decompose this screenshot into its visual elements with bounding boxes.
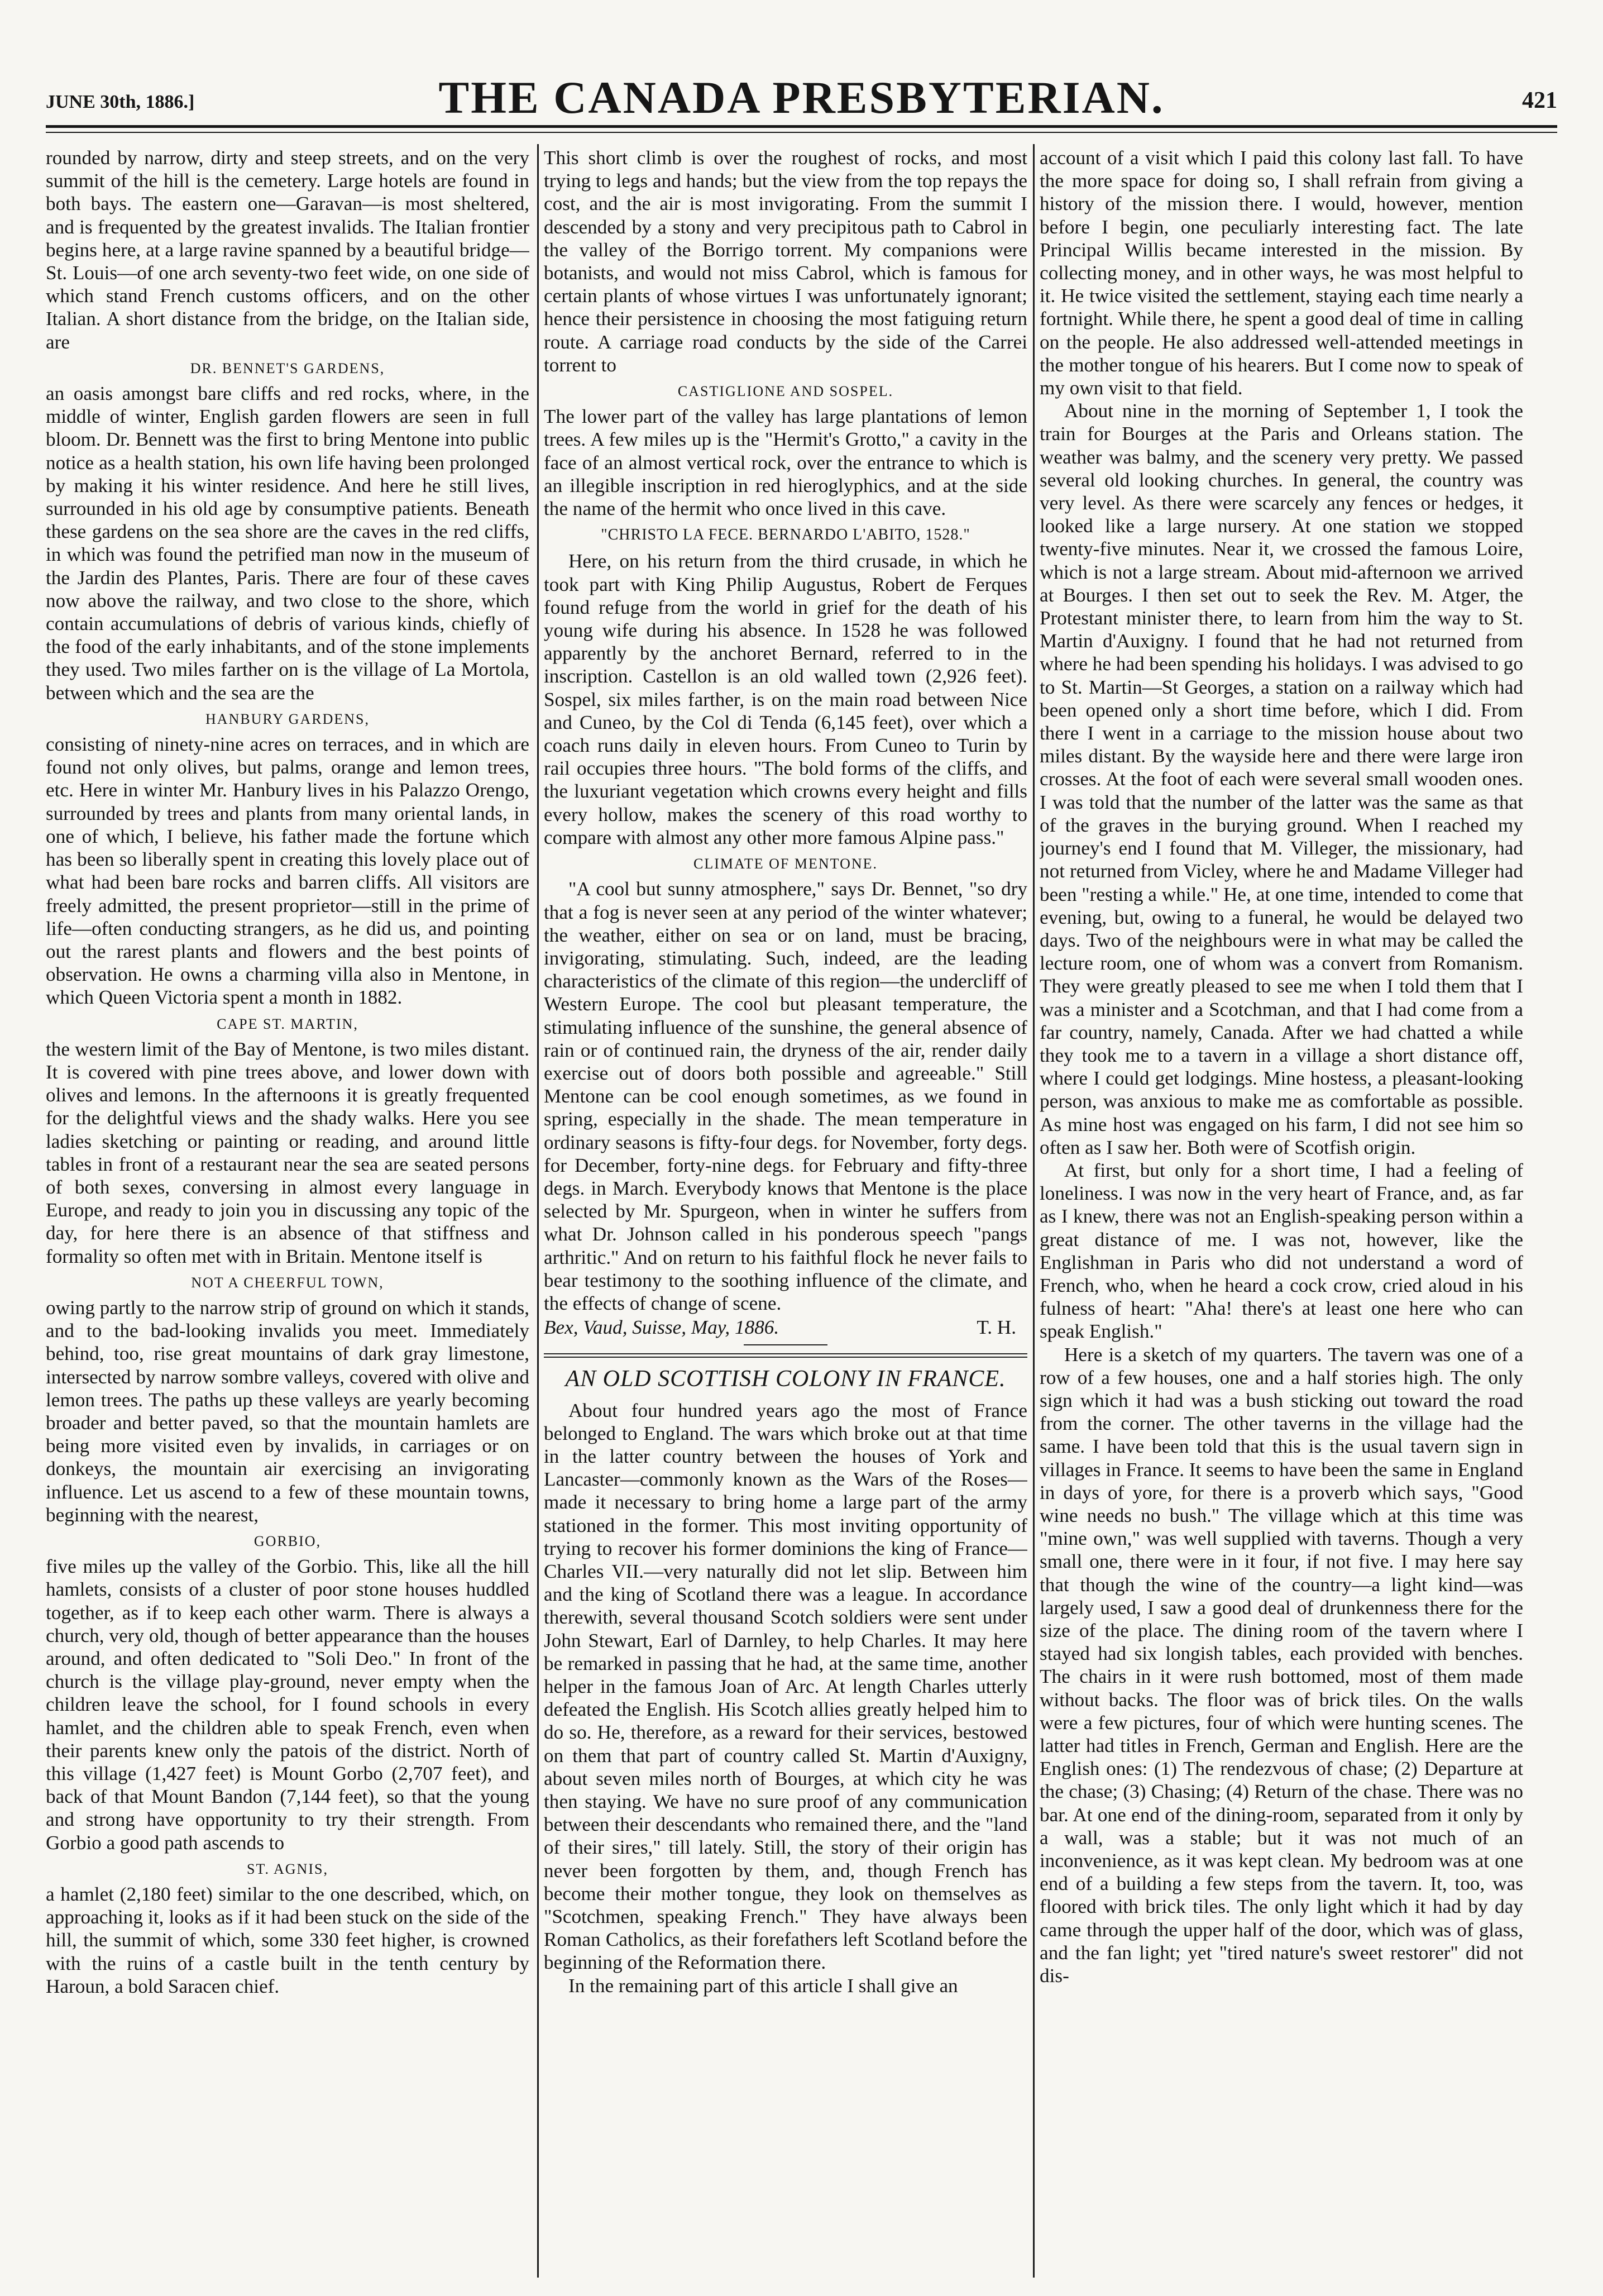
paragraph: consisting of ninety-nine acres on terraces, and in which are found not only olives, but palms, orange and lemon trees, etc. Here in winter Mr. Hanbury lives in his Palazzo Orengo, surrounded by trees and plants from many oriental lands, in one of which, I believe, his father made the fortune which has been so liberally spent in creating this lovely place out of what had been bare rocks and barren cliffs. All visitors are freely admitted, the present proprietor—still in the prime of life—often conducting strangers, as he did us, and pointing out the rarest plants and flowers and the best points of observation. He owns a charming villa also in Mentone, in which Queen Victoria spent a month in 1882. — [46, 733, 529, 1009]
section-heading: GORBIO, — [253, 1533, 322, 1549]
paragraph: "A cool but sunny atmosphere," says Dr. Bennet, "so dry that a fog is never seen at any period of the winter whatever; the weather, either on sea or on land, must be bracing, invigorating, stimulating. Such, indeed, are the leading characteristics of the climate of this region—the undercliff of Western Europe. The cool but pleasant temperature, the stimulating influence of the sunshine, the general absence of rain or of continued rain, the dryness of the air, render daily exercise out of doors both possible and agreeable." Still Mentone can be cool enough sometimes, as we found in spring, especially in the shade. The mean temperature in ordinary seasons is fifty-four degs. for November, forty degs. for December, forty-nine degs. for February and fifty-three degs. in March. Everybody knows that Mentone is the place selected by Mr. Spurgeon, when in winter he suffers from what Dr. Johnson called in his ponderous speech "pangs arthritic." And on return to his faithful flock he never fails to bear testimony to the soothing influence of the climate, and the effects of change of scene. — [544, 878, 1027, 1314]
paragraph: At first, but only for a short time, I had a feeling of loneliness. I was now in the very heart of France, and, as far as I knew, there was not an English-speaking person within a great distance of me. I was not, however, like the Englishman in Paris who did not understand a word of French, who, when he heard a cock crow, cried aloud in his fulness of heart: "Aha! there's at least one here who can speak English." — [1040, 1159, 1523, 1343]
section-heading: ST. AGNIS, — [247, 1860, 328, 1877]
section-heading: HANBURY GARDENS, — [205, 710, 370, 727]
paragraph: In the remaining part of this article I shall give an — [568, 1974, 958, 1997]
paragraph: Here, on his return from the third crusade, in which he took part with King Philip Augustus, Robert de Ferques found refuge from the world in grief for the death of his young wife during his absence. In 1528 he was followed apparently by the anchoret Bernard, referred to in the inscription. Castellon is an old walled town (2,926 feet). Sospel, six miles farther, is on the main road between Nice and Cuneo, by the Col di Tenda (6,145 feet), over which a coach runs daily in eleven hours. From Cuneo to Turin by rail occupies three hours. "The bold forms of the cliffs, and the luxuriant vegetation which crowns every height and fills every hollow, makes the scenery of this road worthy to compare with almost any other more famous Alpine pass." — [544, 550, 1027, 848]
paragraph: account of a visit which I paid this colony last fall. To have the more space for doing so, I shall refrain from giving a history of the mission there. I would, however, mention before I begin, one peculiarly interesting fact. The late Principal Willis became interested in the mission. By collecting money, and in other ways, he was most helpful to it. He twice visited the settlement, staying each time nearly a fortnight. While there, he spent a good deal of time in calling on the people. He also addressed well-attended meetings in the mother tongue of his hearers. But I come now to speak of my own visit to that field. — [1040, 147, 1523, 399]
inscription-quote: "CHRISTO LA FECE. BERNARDO L'ABITO, 1528." — [601, 526, 970, 544]
column-divider-2 — [1033, 144, 1035, 2278]
column-3 — [1040, 146, 1523, 2269]
column-1 — [46, 146, 529, 2269]
article-title: AN OLD SCOTTISH COLONY IN FRANCE. — [565, 1366, 1006, 1392]
article-signature — [544, 1316, 1027, 1339]
article-end-rule — [744, 1344, 827, 1345]
column-2 — [544, 146, 1027, 2269]
section-heading: NOT A CHEERFUL TOWN, — [191, 1274, 384, 1291]
masthead — [0, 60, 1603, 122]
paragraph: About four hundred years ago the most of France belonged to England. The wars which broke out at that time in the latter country between the houses of York and Lancaster—commonly known as the Wars of the Roses—made it necessary to bring home a large part of the army stationed in the former. This most inviting opportunity of trying to recover his former dominions the king of France—Charles VII.—very naturally did not let slip. Between him and the king of Scotland there was a league. In accordance therewith, several thousand Scotch soldiers were sent under John Stewart, Earl of Darnley, to help Charles. It may here be remarked in passing that he had, at the same time, another helper in the famous Joan of Arc. At length Charles utterly defeated the English. His Scotch allies greatly helped him to do so. He, therefore, as a reward for their services, bestowed on them that part of country called St. Martin d'Auxigny, about seven miles north of Bourges, at which city he was then staying. We have no sure proof of any communication between their descendants who remained there, and the "land of their sires," till lately. Still, the story of their origin has never been forgotten by them, and, though French has become their mother tongue, they look on themselves as "Scotchmen, speaking French." They have always been Roman Catholics, as their forefathers left Scotland before the beginning of the Reformation there. — [544, 1399, 1027, 1974]
paragraph: owing partly to the narrow strip of ground on which it stands, and to the bad-looking invalids you meet. Immediately behind, too, rise great mountains of dark gray limestone, intersected by narrow sombre valleys, covered with olive and lemon trees. The paths up these valleys are yearly becoming broader and better paved, so that the mountain hamlets are being more visited even by invalids, in carriages or on donkeys, the mountain air exercising an invigorating influence. Let us ascend to a few of these mountain towns, beginning with the nearest, — [46, 1296, 529, 1526]
newspaper-title: THE CANADA PRESBYTERIAN. — [438, 72, 1165, 123]
paragraph: rounded by narrow, dirty and steep streets, and on the very summit of the hill is the cemetery. Large hotels are found in both bays. The eastern one—Garavan—is most sheltered, and is frequented by the greatest invalids. The Italian frontier begins here, at a large ravine spanned by a beautiful bridge—St. Louis—of one arch seventy-two feet wide, on one side of which stand French customs officers, and on the other Italian. A short distance from the bridge, on the Italian side, are — [46, 147, 529, 353]
signature-initials: T. H. — [977, 1316, 1016, 1339]
section-heading: CLIMATE OF MENTONE. — [693, 856, 878, 872]
page-number: 421 — [1522, 88, 1557, 113]
masthead-rule-thin — [46, 132, 1557, 133]
signature-place-date: Bex, Vaud, Suisse, May, 1886. — [544, 1316, 779, 1339]
paragraph: five miles up the valley of the Gorbio. This, like all the hill hamlets, consists of a cluster of poor stone houses huddled together, as if to keep each other warm. There is always a church, very old, though of better appearance than the houses around, and often dedicated to "Soli Deo." In front of the church is the village play-ground, never empty when the children leave the school, for I found schools in every hamlet, and the children able to speak French, even when their parents knew only the patois of the district. North of this village (1,427 feet) is Mount Gorbo (2,707 feet), and back of that Mount Bandon (7,144 feet), so that the young and strong have opportunity to try their strength. From Gorbio a good path ascends to — [46, 1555, 529, 1854]
paragraph: a hamlet (2,180 feet) similar to the one described, which, on approaching it, looks as if it had been stuck on the side of the hill, the summit of which, some 330 feet higher, is crowned with the ruins of a castle built in the tenth century by Haroun, a bold Saracen chief. — [46, 1883, 529, 1997]
paragraph: Here is a sketch of my quarters. The tavern was one of a row of a few houses, one and a half stories high. The only sign which it had was a bush sticking out toward the road from the corner. The other taverns in the village had the same. I have been told that this is the usual tavern sign in villages in France. It seems to have been the same in England in days of yore, for there is a proverb which says, "Good wine needs no bush." The village which at this time was "mine own," was well supplied with taverns. Though a very small one, there were in it four, if not five. I may here say that though the wine of the country—a light kind—was largely used, I saw a good deal of drunkenness there for the size of the place. The dining room of the tavern where I stayed had six longish tables, each provided with benches. The chairs in it were rush bottomed, most of them made without backs. The floor was of brick tiles. On the walls were a few pictures, four of which were hunting scenes. The latter had titles in French, German and English. Here are the English ones: (1) The rendezvous of chase; (2) Departure at the chase; (3) Chasing; (4) Return of the chase. There was no bar. At one end of the dining-room, separated from it only by a wall, was a stable; but it was not much of an inconvenience, as it was kept clean. My bedroom was at one end of a building a few steps from the tavern. It, too, was floored with brick tiles. The only light which it had by day came through the upper half of the door, which was of glass, and the fan light; yet "tired nature's sweet restorer" did not dis- — [1040, 1343, 1523, 1987]
section-heading: CAPE ST. MARTIN, — [217, 1015, 358, 1032]
paragraph: an oasis amongst bare cliffs and red rocks, where, in the middle of winter, English garden flowers are seen in full bloom. Dr. Bennett was the first to bring Mentone into public notice as a health station, his own life having been prolonged by making it his winter residence. And here he still lives, surrounded in his old age by consumptive patients. Beneath these gardens on the sea shore are the caves in the red cliffs, in which was found the petrified man now in the museum of the Jardin des Plantes, Paris. There are four of these caves now above the railway, and two close to the shore, which contain accumulations of debris of various kinds, chiefly of the food of the early inhabitants, and of the stone implements they used. Two miles farther on is the village of La Mortola, between which and the sea are the — [46, 383, 529, 704]
paragraph: The lower part of the valley has large plantations of lemon trees. A few miles up is the "Hermit's Grotto," a cavity in the face of an almost vertical rock, over the entrance to which is an illegible inscription in red hieroglyphics, and at the side the name of the hermit who once lived in this cave. — [544, 405, 1027, 520]
column-divider-1 — [537, 144, 539, 2278]
paragraph: About nine in the morning of September 1, I took the train for Bourges at the Paris and Orleans station. The weather was balmy, and the scenery very pretty. We passed several old looking churches. In general, the country was very level. As there were scarcely any fences or hedges, it looked like a large nursery. At one station we stopped twenty-five minutes. Near it, we crossed the famous Loire, which is not a large stream. About mid-afternoon we arrived at Bourges. I then set out to seek the Rev. M. Atger, the Protestant minister there, to learn from him the way to St. Martin d'Auxigny. I found that he had not returned from where he had been spending his holidays. I was advised to go to St. Martin—St Georges, a station on a railway which had been opened only a short time before, which I did. From there I went in a carriage to the mission house about two miles distant. By the wayside here and there were large iron crosses. At the foot of each were several small wooden ones. I was told that the number of the latter was the same as that of the graves in the burying ground. When I reached my journey's end I found that M. Villeger, the missionary, had not returned from Vicley, where he and Madame Villeger had been "resting a while." He, at one time, intended to come that evening, but, owing to a funeral, he would be delayed two days. Two of the neighbours were in what may be called the lecture room, one of whom was a convert from Romanism. They were greatly pleased to see me when I told them that I was a minister and a Scotchman, and that I had come from a far country, namely, Canada. After we had chatted a while they took me to a tavern in a village a short distance off, where I could get lodgings. Mine hostess, a pleasant-looking person, was anxious to make me as comfortable as possible. As mine host was engaged on his farm, I did not see him so often as I saw her. Both were of Scotfish origin. — [1040, 400, 1523, 1158]
section-heading: CASTIGLIONE AND SOSPEL. — [677, 383, 894, 400]
issue-date: JUNE 30th, 1886.] — [46, 92, 195, 112]
section-heading: DR. BENNET'S GARDENS, — [190, 360, 385, 376]
paragraph: the western limit of the Bay of Mentone, is two miles distant. It is covered with pine trees above, and lower down with olives and lemons. In the afternoons it is greatly frequented for the delightful views and the shady walks. Here you see ladies sketching or painting or reading, and around little tables in front of a restaurant near the sea are seated persons of both sexes, conversing in almost every language in Europe, and ready to join you in discussing any topic of the day, for here there is an absence of that stiffness and formality so often met with in Britain. Mentone itself is — [46, 1038, 529, 1267]
article-separator — [544, 1353, 1027, 1358]
masthead-rule-thick — [46, 125, 1557, 128]
paragraph: This short climb is over the roughest of rocks, and most trying to legs and hands; but the view from the top repays the cost, and the air is most invigorating. From the summit I descended by a stony and very precipitous path to Cabrol in the valley of the Borrigo torrent. My companions were botanists, and would not miss Cabrol, which is famous for certain plants of whose virtues I was unfortunately ignorant; hence their persistence in choosing the most fatiguing return route. A carriage road conducts by the side of the Carrei torrent to — [544, 147, 1027, 376]
